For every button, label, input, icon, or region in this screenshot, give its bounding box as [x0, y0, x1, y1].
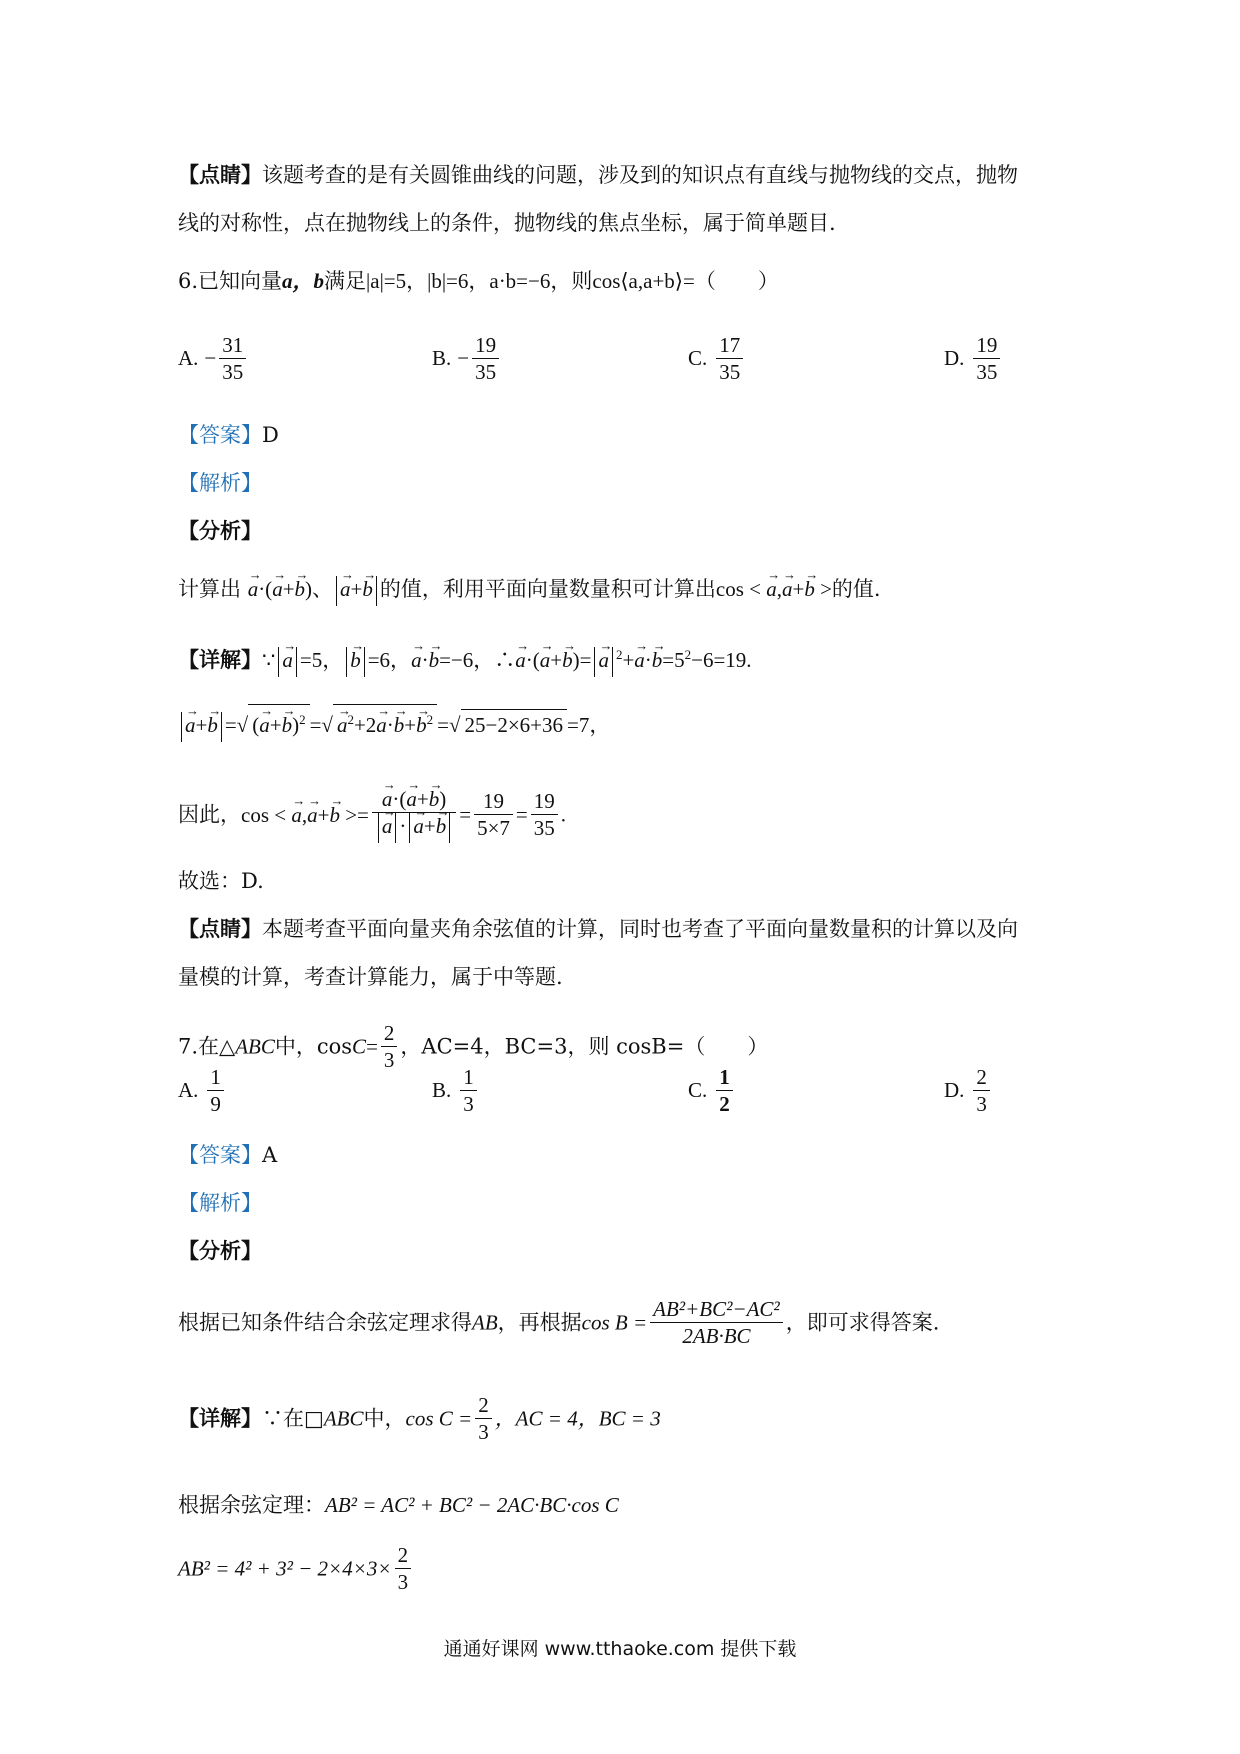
q6-option-a-label: A. — [178, 346, 199, 370]
q6-comment-tag: 【点睛】 — [178, 916, 262, 941]
q7-fenxi-line — [178, 1296, 939, 1349]
q7-calc-frac-den: 3 — [397, 1570, 409, 1594]
q7-stem-frac-den: 3 — [383, 1048, 395, 1072]
q7-fenxi-cos: cos B = — [581, 1310, 648, 1335]
q7-fenxi-frac-num: AB²+BC²−AC² — [650, 1296, 783, 1323]
q7-detail-box: □ — [304, 1406, 324, 1431]
q7-stem-c: C — [352, 1034, 367, 1059]
q7-detail-line — [178, 1392, 661, 1445]
q7-stem-abc: ABC — [235, 1034, 275, 1059]
q6-option-b — [432, 332, 502, 385]
q6-answer-tag: 【答案】 — [178, 423, 262, 447]
q7-option-c-den: 2 — [719, 1092, 730, 1116]
q5-comment-line2: 线的对称性，点在抛物线上的条件，抛物线的焦点坐标，属于简单题目. — [178, 211, 836, 235]
q7-option-d — [944, 1064, 993, 1117]
q7-fenxi-b: ，再根据 — [497, 1310, 582, 1335]
q7-law-line — [178, 1490, 619, 1520]
q6-detail-line2 — [178, 704, 610, 742]
q7-calc-line — [178, 1542, 414, 1595]
page-footer: 通通好课网 www.tthaoke.com 提供下载 — [443, 1638, 797, 1660]
q7-fenxi-a: 根据已知条件结合余弦定理求得 — [178, 1310, 472, 1335]
q6-option-d-den: 35 — [976, 360, 998, 384]
q6-comment-line2: 量模的计算，考查计算能力，属于中等题. — [178, 965, 563, 989]
q6-option-c — [688, 332, 746, 385]
q6-fenxi-line: 计算出 → a·(→ a+→ b)、→ a+→ b 的值，利用平面向量数量积可计算出cos < → a,→ a+→ b >的值. — [178, 574, 881, 606]
q6-detail-line2-expr: → a+→ b =√ (→ a+→ b)$^2$ =√→ $a^2+2\to a\cdot\to b+\to b^2$ =√ 25−2×6+36 =7， — [178, 713, 610, 737]
q7-option-a — [178, 1064, 227, 1117]
q6-option-c-label: C. — [688, 346, 708, 370]
q6-fenxi-b: 的值，利用平面向量数量积可计算出 — [379, 577, 716, 601]
q7-fenxi-c: ，即可求得答案. — [785, 1310, 940, 1335]
q6-option-c-den: 35 — [719, 360, 741, 384]
q6-stem — [178, 266, 779, 296]
q6-stem-b: 满足 — [324, 269, 367, 293]
q7-calc-a: AB² = 4² + 3² − 2×4×3× — [178, 1556, 392, 1581]
q6-fenxi-expr1: → a·(→ a+→ b) — [248, 577, 312, 601]
q7-option-c-num: 1 — [716, 1064, 733, 1091]
q7-fenxi-tag: 【分析】 — [178, 1238, 262, 1263]
q7-stem-b: 中，cos — [274, 1034, 353, 1059]
q7-option-b-den: 3 — [463, 1092, 474, 1116]
q6-fenxi-tag: 【分析】 — [178, 518, 262, 543]
q6-frac2-num: 19 — [474, 788, 513, 815]
q7-fenxi-ab: AB — [472, 1310, 498, 1335]
q6-option-d-label: D. — [944, 346, 965, 370]
q6-fenxi-expr2: cos < → a,→ a+→ b > — [716, 577, 832, 601]
q6-stem-a: 6.已知向量 — [178, 269, 283, 293]
q7-detail-frac-den: 3 — [478, 1420, 489, 1444]
q7-stem-d: ，AC=4，BC=3，则 cosB=（ ） — [400, 1034, 769, 1059]
q6-stem-vars: a，b — [282, 269, 325, 293]
q6-detail-line1-expr: ∵→ a =5，→ b =6，→ a·→ b=−6，∴→ a·(→ a+→ b)=→ a $^2+\to a\cdot\to b=5^2-6=19$. — [262, 648, 752, 672]
q6-detail-line1 — [178, 640, 752, 677]
q6-frac3-num: 19 — [531, 788, 558, 815]
q7-detail-tag: 【详解】 — [178, 1405, 262, 1431]
q6-option-b-num: 19 — [472, 332, 499, 359]
q7-detail-frac-num: 2 — [475, 1392, 492, 1419]
q7-detail-d: ，AC = 4，BC = 3 — [494, 1406, 661, 1431]
q6-comment-text1: 本题考查平面向量夹角余弦值的计算，同时也考查了平面向量数量积的计算以及向 — [262, 917, 1018, 941]
q6-analysis-tag: 【解析】 — [178, 471, 262, 495]
q7-option-b-num: 1 — [460, 1064, 477, 1091]
q6-fenxi-a: 计算出 — [178, 577, 241, 601]
q6-detail-line3-a: 因此， — [178, 802, 241, 827]
q6-fenxi-c: 的值. — [831, 577, 881, 601]
q6-stem-c: |a|=5，|b|=6，a·b=−6，则 — [366, 269, 593, 293]
q7-answer-tag: 【答案】 — [178, 1143, 262, 1167]
q7-detail-a: ∵在 — [262, 1406, 304, 1431]
q6-option-b-label: B. — [432, 346, 452, 370]
q5-comment-tag: 【点睛】 — [178, 162, 262, 187]
q7-option-a-label: A. — [178, 1078, 199, 1102]
q7-law-a: 根据余弦定理： — [178, 1493, 325, 1517]
q7-option-c-label: C. — [688, 1078, 708, 1102]
q7-answer-line — [178, 1140, 277, 1170]
q6-option-a-sign: − — [204, 346, 217, 370]
q6-option-a-num: 31 — [219, 332, 246, 359]
q6-option-d-num: 19 — [973, 332, 1000, 359]
q7-detail-b: ABC — [323, 1406, 364, 1431]
q7-detail-c: 中， — [363, 1406, 406, 1431]
q7-option-b-label: B. — [432, 1078, 452, 1102]
q6-answer-line — [178, 420, 279, 450]
q6-option-d — [944, 332, 1003, 385]
q6-detail-cos: cos < → a,→ a+→ b >= — [241, 803, 369, 827]
q6-frac2-den: 5×7 — [477, 816, 510, 841]
q7-option-a-den: 9 — [210, 1092, 221, 1116]
q5-comment-text1: 该题考查的是有关圆锥曲线的问题，涉及到的知识点有直线与抛物线的交点，抛物 — [262, 163, 1018, 187]
q5-comment-line1 — [178, 160, 1018, 190]
q6-option-a-den: 35 — [222, 360, 244, 384]
q7-fenxi-frac-den: 2AB·BC — [682, 1324, 751, 1348]
q7-option-d-label: D. — [944, 1078, 965, 1102]
q7-analysis-tag: 【解析】 — [178, 1191, 262, 1215]
q6-detail-tag: 【详解】 — [178, 647, 262, 672]
q7-option-d-num: 2 — [973, 1064, 990, 1091]
q7-option-a-num: 1 — [207, 1064, 224, 1091]
q7-detail-cos: cos C = — [405, 1406, 473, 1431]
q7-option-d-den: 3 — [976, 1092, 987, 1116]
q6-frac3-den: 35 — [533, 816, 555, 841]
q7-law-b: AB² = AC² + BC² − 2AC·BC·cos C — [325, 1493, 619, 1517]
q6-option-b-sign: − — [457, 346, 470, 370]
q6-option-c-num: 17 — [716, 332, 743, 359]
q6-stem-d: cos⟨a,a+b⟩=（ ） — [592, 269, 779, 293]
q6-detail-line3: 因此，cos < → a,→ a+→ b >= → a·(→ a+→ b) → a ·→ a+→ b = $\frac{19}{5\times 7}$ = $\frac{19}{35}$ . — [178, 786, 566, 843]
q7-option-c — [688, 1064, 736, 1117]
q7-calc-frac-num: 2 — [395, 1542, 412, 1569]
q6-option-a — [178, 332, 249, 385]
q7-answer: A — [262, 1143, 278, 1167]
q7-option-b — [432, 1064, 480, 1117]
q6-choose: 故选：D. — [178, 869, 264, 893]
q7-stem-frac-num: 2 — [381, 1020, 398, 1047]
q6-answer: D — [262, 423, 279, 447]
q6-option-b-den: 35 — [475, 360, 497, 384]
q6-comment-line1 — [178, 914, 1018, 944]
q7-stem-a: 7.在△ — [178, 1034, 236, 1059]
q7-stem: 7.在△ABC中，cosC= $\frac{2}{3}$ ，AC=4，BC=3，则 cosB=（ ） — [178, 1021, 769, 1072]
